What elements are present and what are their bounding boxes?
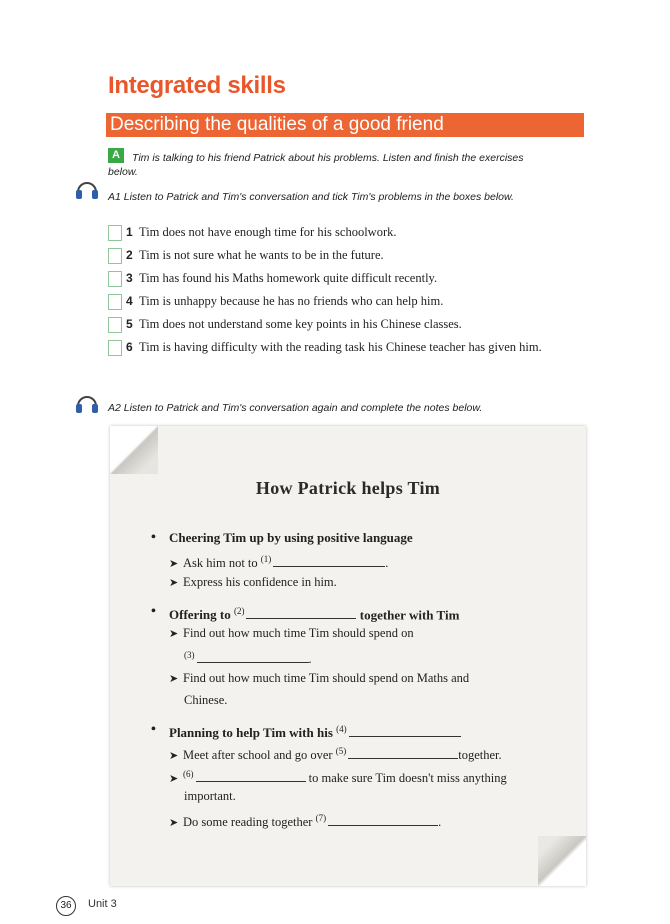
arrow-bullet-icon: ➤ [169, 628, 179, 640]
checkbox-icon[interactable] [108, 340, 122, 356]
checkbox-icon[interactable] [108, 248, 122, 264]
answer-blank[interactable] [196, 770, 306, 782]
task-item [108, 270, 568, 287]
section-subtitle: Describing the qualities of a good friend [110, 114, 444, 135]
task-item [108, 224, 568, 241]
task-text: Tim is unhappy because he has no friends who can help him. [139, 294, 444, 308]
notes-bullet: • Offering to $^{(2)}$ together with Tim [153, 603, 459, 623]
paper-curl-top-left [110, 426, 158, 474]
page-number: 36 [56, 896, 76, 916]
task-number: 4 [126, 294, 133, 308]
task-item [108, 293, 568, 310]
task-text: Tim does not understand some key points in his Chinese classes. [139, 317, 462, 331]
answer-blank[interactable] [197, 651, 309, 663]
notes-subitem: ➤ $^{(6)}$ to make sure Tim doesn't miss anything [169, 766, 507, 788]
notes-subitem: ➤ Do some reading together $^{(7)}$ . [169, 810, 441, 832]
notes-bullet [153, 529, 413, 546]
blank-number: (6) [183, 769, 194, 779]
arrow-bullet-icon: ➤ [169, 673, 179, 685]
task-item [108, 339, 548, 356]
notes-title: How Patrick helps Tim [255, 478, 441, 498]
task-number: 2 [126, 248, 133, 262]
answer-blank[interactable] [273, 555, 385, 567]
task-text: Tim is having difficulty with the reading task his Chinese teacher has given him. [139, 340, 542, 354]
paper-curl-bottom-right [538, 836, 586, 886]
arrow-bullet-icon: ➤ [169, 577, 179, 589]
answer-blank[interactable] [348, 747, 458, 759]
answer-blank[interactable] [328, 814, 438, 826]
notes-subitem: ➤ Find out how much time Tim should spend on Maths and [169, 670, 469, 688]
task-text: Tim does not have enough time for his schoolwork. [139, 225, 397, 239]
task-text: Tim has found his Maths homework quite difficult recently. [139, 271, 438, 285]
blank-number: (7) [315, 813, 327, 823]
arrow-bullet-icon: ➤ [169, 817, 179, 830]
task-item [108, 316, 568, 333]
notes-subitem-cont: important. [184, 789, 236, 803]
answer-blank[interactable] [349, 725, 461, 737]
section-a-instruction-cont: below. [108, 166, 138, 178]
blank-number: (3) [184, 650, 195, 660]
unit-label: Unit 3 [88, 898, 117, 910]
task-number: 6 [126, 340, 133, 354]
blank-number: (5) [335, 746, 347, 756]
blank-number: (2) [233, 606, 245, 616]
task-item [108, 247, 568, 264]
task-number: 5 [126, 317, 133, 331]
section-letter-badge: A [108, 148, 124, 163]
arrow-bullet-icon: ➤ [169, 773, 179, 786]
headphones-icon [74, 392, 100, 414]
notes-subitem: ➤ Find out how much time Tim should spend on [169, 625, 414, 643]
checkbox-icon[interactable] [108, 317, 122, 333]
arrow-bullet-icon: ➤ [169, 750, 179, 763]
arrow-bullet-icon: ➤ [169, 558, 179, 571]
a2-instruction: A2 Listen to Patrick and Tim's conversation again and complete the notes below. [108, 402, 483, 414]
checkbox-icon[interactable] [108, 225, 122, 241]
notes-bullet: • Planning to help Tim with his $^{(4)}$ [153, 721, 461, 741]
task-number: 3 [126, 271, 133, 285]
notes-subitem: ➤ Express his confidence in him. [169, 574, 337, 592]
a1-instruction: A1 Listen to Patrick and Tim's conversation and tick Tim's problems in the boxes below. [108, 191, 514, 203]
page-title: Integrated skills [108, 72, 286, 99]
blank-number: (1) [260, 554, 272, 564]
task-number: 1 [126, 225, 133, 239]
headphones-icon [74, 178, 100, 200]
notes-subitem: ➤ Meet after school and go over $^{(5)}$ together. [169, 743, 502, 765]
answer-blank[interactable] [246, 607, 356, 619]
notes-subitem-cont: Chinese. [184, 693, 228, 707]
checkbox-icon[interactable] [108, 271, 122, 287]
notes-subitem: ➤ Ask him not to $^{(1)}$ . [169, 551, 388, 573]
notes-subitem-cont: $^{(3)}$ . [184, 650, 312, 667]
checkbox-icon[interactable] [108, 294, 122, 310]
task-text: Tim is not sure what he wants to be in the future. [139, 248, 384, 262]
bullet-text: Cheering Tim up by using positive language [169, 530, 413, 545]
blank-number: (4) [336, 724, 347, 734]
section-a-instruction: Tim is talking to his friend Patrick about his problems. Listen and finish the exercises [132, 152, 524, 164]
